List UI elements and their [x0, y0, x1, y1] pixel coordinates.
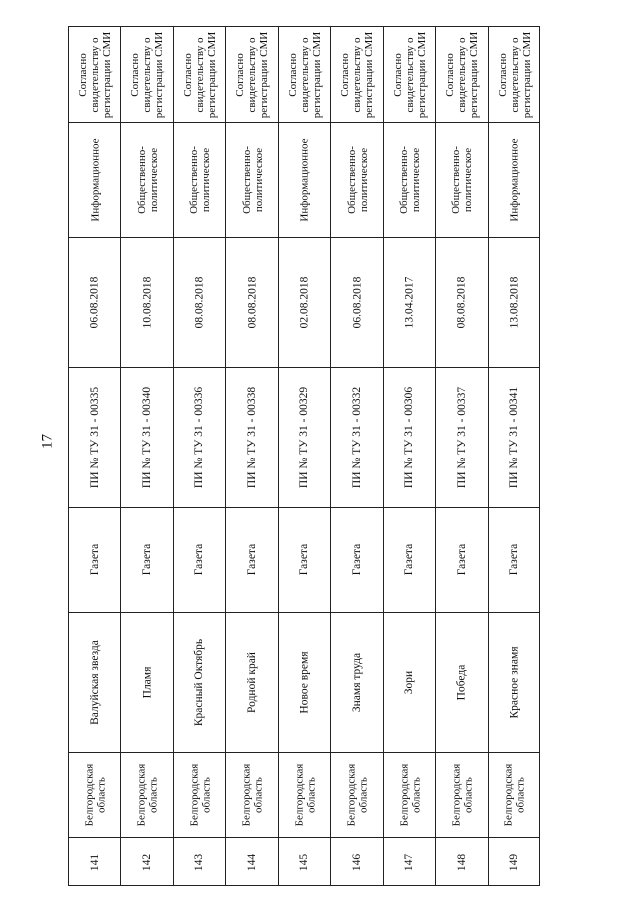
cell-note — [384, 27, 436, 122]
page-number: 17 — [39, 434, 56, 449]
cell-note — [174, 27, 226, 122]
reg-text: ПИ № ТУ 31 - 00337 — [455, 386, 468, 488]
cell-date — [279, 237, 331, 367]
cell-num — [436, 837, 488, 887]
num-text: 143 — [193, 853, 206, 871]
cell-date — [384, 237, 436, 367]
cell-name — [384, 612, 436, 752]
cell-reg — [489, 367, 541, 507]
date-text: 02.08.2018 — [298, 276, 311, 328]
name-text: Красный Октябрь — [193, 638, 206, 726]
cell-type — [331, 507, 383, 612]
cell-num — [279, 837, 331, 887]
type-text: Газета — [298, 543, 311, 576]
region-text: Белгородская область — [502, 763, 527, 826]
cell-spec — [174, 122, 226, 237]
cell-reg — [279, 367, 331, 507]
num-text: 141 — [88, 853, 101, 871]
cell-region — [121, 752, 173, 837]
cell-reg — [121, 367, 173, 507]
cell-note — [69, 27, 121, 122]
table-row — [279, 27, 331, 885]
cell-reg — [69, 367, 121, 507]
cell-type — [384, 507, 436, 612]
spec-text: Общественно- политическое — [450, 145, 475, 214]
cell-region — [331, 752, 383, 837]
note-text: Согласно свидетельству о регистрации СМИ — [339, 31, 376, 118]
type-text: Газета — [141, 543, 154, 576]
cell-type — [279, 507, 331, 612]
region-text: Белгородская область — [450, 763, 475, 826]
cell-date — [489, 237, 541, 367]
date-text: 13.08.2018 — [508, 276, 521, 328]
type-text: Газета — [350, 543, 363, 576]
cell-region — [69, 752, 121, 837]
num-text: 147 — [403, 853, 416, 871]
name-text: Валуйская звезда — [88, 639, 101, 725]
num-text: 145 — [298, 853, 311, 871]
cell-spec — [279, 122, 331, 237]
cell-note — [489, 27, 541, 122]
cell-reg — [384, 367, 436, 507]
reg-text: ПИ № ТУ 31 - 00341 — [508, 386, 521, 488]
cell-num — [69, 837, 121, 887]
spec-text: Общественно- политическое — [345, 145, 370, 214]
note-text: Согласно свидетельству о регистрации СМИ — [77, 31, 114, 118]
region-text: Белгородская область — [83, 763, 108, 826]
cell-name — [174, 612, 226, 752]
note-text: Согласно свидетельству о регистрации СМИ — [286, 31, 323, 118]
cell-num — [489, 837, 541, 887]
spec-text: Информационное — [298, 137, 311, 222]
cell-region — [384, 752, 436, 837]
cell-type — [121, 507, 173, 612]
table-row — [384, 27, 436, 885]
cell-reg — [174, 367, 226, 507]
cell-spec — [331, 122, 383, 237]
cell-region — [226, 752, 278, 837]
name-text: Победа — [455, 664, 468, 700]
cell-region — [174, 752, 226, 837]
table-row — [226, 27, 278, 885]
table-row — [121, 27, 173, 885]
name-text: Родной край — [246, 651, 259, 713]
cell-note — [331, 27, 383, 122]
reg-text: ПИ № ТУ 31 - 00332 — [350, 386, 363, 488]
date-text: 10.08.2018 — [141, 276, 154, 328]
cell-date — [121, 237, 173, 367]
name-text: Знамя труда — [350, 652, 363, 712]
cell-num — [331, 837, 383, 887]
cell-type — [174, 507, 226, 612]
cell-name — [279, 612, 331, 752]
name-text: Пламя — [141, 666, 154, 698]
cell-region — [489, 752, 541, 837]
note-text: Согласно свидетельству о регистрации СМИ — [444, 31, 481, 118]
region-text: Белгородская область — [345, 763, 370, 826]
cell-spec — [226, 122, 278, 237]
table-row — [69, 27, 121, 885]
date-text: 08.08.2018 — [193, 276, 206, 328]
cell-note — [279, 27, 331, 122]
region-text: Белгородская область — [240, 763, 265, 826]
cell-num — [121, 837, 173, 887]
table-row — [174, 27, 226, 885]
spec-text: Информационное — [508, 137, 521, 222]
cell-spec — [436, 122, 488, 237]
cell-region — [436, 752, 488, 837]
type-text: Газета — [246, 543, 259, 576]
spec-text: Общественно- политическое — [188, 145, 213, 214]
date-text: 06.08.2018 — [88, 276, 101, 328]
type-text: Газета — [508, 543, 521, 576]
cell-region — [279, 752, 331, 837]
cell-name — [489, 612, 541, 752]
cell-reg — [226, 367, 278, 507]
cell-num — [226, 837, 278, 887]
name-text: Красное знамя — [508, 645, 521, 719]
note-text: Согласно свидетельству о регистрации СМИ — [182, 31, 219, 118]
name-text: Зори — [403, 670, 416, 694]
region-text: Белгородская область — [397, 763, 422, 826]
note-text: Согласно свидетельству о регистрации СМИ — [391, 31, 428, 118]
date-text: 06.08.2018 — [350, 276, 363, 328]
num-text: 146 — [350, 853, 363, 871]
cell-date — [226, 237, 278, 367]
region-text: Белгородская область — [135, 763, 160, 826]
reg-text: ПИ № ТУ 31 - 00340 — [141, 386, 154, 488]
cell-reg — [331, 367, 383, 507]
date-text: 13.04.2017 — [403, 276, 416, 328]
cell-num — [174, 837, 226, 887]
type-text: Газета — [403, 543, 416, 576]
cell-name — [69, 612, 121, 752]
cell-type — [489, 507, 541, 612]
spec-text: Общественно- политическое — [240, 145, 265, 214]
table-row — [331, 27, 383, 885]
note-text: Согласно свидетельству о регистрации СМИ — [234, 31, 271, 118]
cell-type — [69, 507, 121, 612]
cell-date — [69, 237, 121, 367]
cell-note — [121, 27, 173, 122]
date-text: 08.08.2018 — [455, 276, 468, 328]
cell-spec — [489, 122, 541, 237]
reg-text: ПИ № ТУ 31 - 00336 — [193, 386, 206, 488]
note-text: Согласно свидетельству о регистрации СМИ — [129, 31, 166, 118]
cell-spec — [69, 122, 121, 237]
cell-spec — [121, 122, 173, 237]
table-row — [489, 27, 541, 885]
cell-date — [436, 237, 488, 367]
region-text: Белгородская область — [188, 763, 213, 826]
cell-name — [226, 612, 278, 752]
cell-name — [121, 612, 173, 752]
num-text: 148 — [455, 853, 468, 871]
reg-text: ПИ № ТУ 31 - 00335 — [88, 386, 101, 488]
cell-reg — [436, 367, 488, 507]
spec-text: Общественно- политическое — [397, 145, 422, 214]
num-text: 144 — [246, 853, 259, 871]
reg-text: ПИ № ТУ 31 - 00306 — [403, 386, 416, 488]
note-text: Согласно свидетельству о регистрации СМИ — [496, 31, 533, 118]
spec-text: Общественно- политическое — [135, 145, 160, 214]
table-row — [436, 27, 488, 885]
cell-note — [226, 27, 278, 122]
cell-type — [226, 507, 278, 612]
cell-note — [436, 27, 488, 122]
cell-date — [174, 237, 226, 367]
reg-text: ПИ № ТУ 31 - 00329 — [298, 386, 311, 488]
cell-date — [331, 237, 383, 367]
num-text: 142 — [141, 853, 154, 871]
reg-text: ПИ № ТУ 31 - 00338 — [246, 386, 259, 488]
region-text: Белгородская область — [292, 763, 317, 826]
cell-name — [436, 612, 488, 752]
type-text: Газета — [455, 543, 468, 576]
type-text: Газета — [193, 543, 206, 576]
date-text: 08.08.2018 — [246, 276, 259, 328]
spec-text: Информационное — [89, 137, 102, 222]
cell-name — [331, 612, 383, 752]
cell-spec — [384, 122, 436, 237]
name-text: Новое время — [298, 650, 311, 714]
num-text: 149 — [508, 853, 521, 871]
registry-table — [68, 26, 540, 886]
type-text: Газета — [88, 543, 101, 576]
cell-num — [384, 837, 436, 887]
cell-type — [436, 507, 488, 612]
